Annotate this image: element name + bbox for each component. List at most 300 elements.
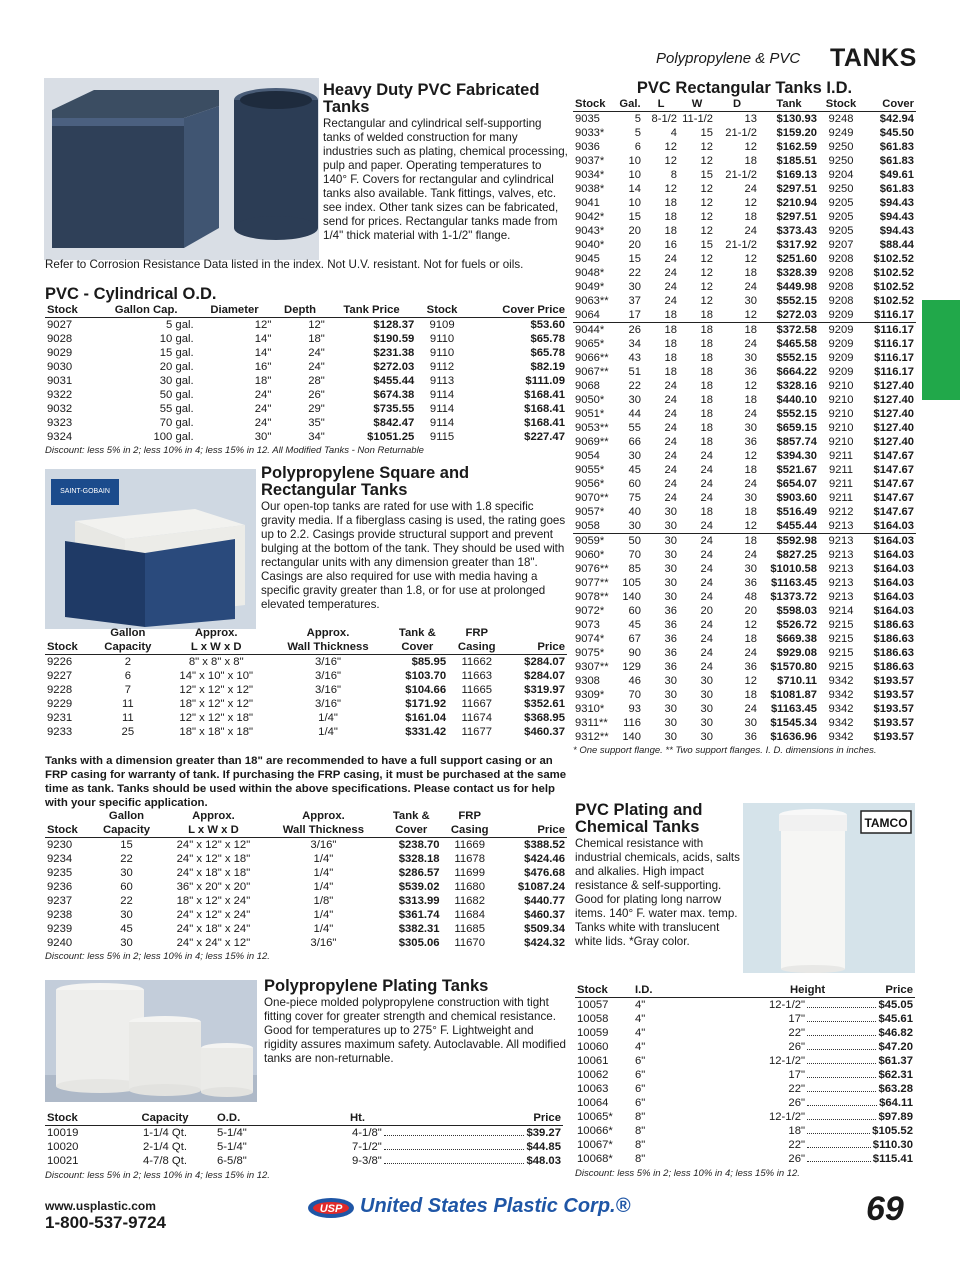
table-cell: 12-1/2" xyxy=(768,999,805,1011)
col-header: Capacity xyxy=(93,640,163,655)
table-cell: 9231 xyxy=(47,712,73,724)
table-cell: 140 xyxy=(622,731,641,743)
table-cell: 11 xyxy=(121,712,134,724)
table-cell: $44.85 xyxy=(526,1141,561,1153)
table-cell: $313.99 xyxy=(398,895,440,907)
table-cell: $102.52 xyxy=(873,267,914,279)
table-cell: 30 xyxy=(744,352,757,364)
table-cell: 40 xyxy=(628,506,641,518)
table-cell: $102.52 xyxy=(873,253,914,265)
table-cell: $164.03 xyxy=(873,549,914,561)
table-cell: 21-1/2 xyxy=(725,127,757,139)
pvc-plating-table xyxy=(575,983,915,1166)
table-cell: 8" xyxy=(635,1111,646,1123)
table-cell: $659.15 xyxy=(776,422,817,434)
table-cell: 18 xyxy=(664,366,677,378)
table-cell: $127.40 xyxy=(873,408,914,420)
table-cell: 24 xyxy=(700,591,713,603)
table-cell: 18" x 12" x 24" xyxy=(176,895,251,907)
table-cell: 10060 xyxy=(577,1041,609,1053)
table-cell: 9307** xyxy=(575,661,609,673)
table-cell: 10061 xyxy=(577,1055,609,1067)
table-cell: $669.38 xyxy=(776,633,817,645)
pp-plating-photo xyxy=(45,980,257,1102)
table-cell: 9060* xyxy=(575,549,605,561)
table-cell: $465.58 xyxy=(776,338,817,350)
table-cell: 12 xyxy=(744,380,757,392)
table-cell: 13 xyxy=(744,113,757,125)
table-cell: 7-1/2" xyxy=(352,1141,382,1153)
table-row xyxy=(573,618,916,632)
table-cell: 12 xyxy=(664,141,677,153)
table-cell: 11663 xyxy=(461,670,493,682)
col-header xyxy=(45,626,93,640)
table-cell: $272.03 xyxy=(373,361,415,373)
table-cell: $1051.25 xyxy=(367,431,415,443)
table-cell: 9029 xyxy=(47,347,73,359)
pvc-plating-description: Chemical resistance with industrial chemicals, acids, salts and alkalies. High impact resistance & self-supporting. Good for plating long narrow items. 140° F. water max. temp. Tanks white with translucent white lids. *Gray color. xyxy=(575,837,740,948)
table-cell: 36 xyxy=(744,366,757,378)
table-cell: 20 gal. xyxy=(159,361,194,373)
table-cell: 1/4" xyxy=(318,726,338,738)
table-cell: $82.19 xyxy=(530,361,565,373)
col-header: Height xyxy=(790,984,826,996)
table-cell: $168.41 xyxy=(524,417,565,429)
table-cell: 50 gal. xyxy=(159,389,194,401)
table-cell: 9051* xyxy=(575,408,605,420)
table-cell: 4 xyxy=(670,127,677,139)
table-row xyxy=(573,252,916,266)
col-header: Stock xyxy=(45,303,97,318)
col-header: FRP xyxy=(465,627,489,639)
table-cell: $164.03 xyxy=(863,519,916,534)
table-cell: 24 xyxy=(700,478,713,490)
col-header: Tank & xyxy=(398,627,436,639)
table-cell: 9210 xyxy=(828,394,854,406)
table-cell: 24 xyxy=(664,281,677,293)
table-cell: $39.27 xyxy=(526,1127,561,1139)
table-cell: $842.47 xyxy=(373,417,415,429)
table-cell: $319.97 xyxy=(524,684,565,696)
table-cell: $64.11 xyxy=(879,1097,913,1109)
phone-number: 1-800-537-9724 xyxy=(45,1213,166,1232)
table-cell: 51 xyxy=(628,366,641,378)
table-cell: 12 xyxy=(700,225,713,237)
table-cell: 9209 xyxy=(828,352,854,364)
col-header: Gal. xyxy=(617,97,643,112)
table-cell: $388.52 xyxy=(524,839,565,851)
table-cell: $592.98 xyxy=(776,535,817,547)
table-cell: 24 xyxy=(744,338,757,350)
table-cell: 1/4" xyxy=(313,853,334,865)
table-cell: $284.07 xyxy=(524,670,565,682)
table-row xyxy=(573,674,916,688)
table-cell: 24 xyxy=(664,394,677,406)
table-row xyxy=(573,323,916,338)
table-cell: 30 xyxy=(628,450,641,462)
table-cell: 8 xyxy=(670,169,677,181)
table-cell: 10062 xyxy=(577,1069,609,1081)
table-cell: 9057* xyxy=(575,506,605,518)
table-cell: $238.70 xyxy=(398,839,440,851)
table-cell-group xyxy=(693,1152,915,1166)
table-cell: 18" x 12" x 12" xyxy=(179,698,253,710)
table-cell: $193.57 xyxy=(873,717,914,729)
table-cell: 11-1/2 xyxy=(682,113,713,125)
table-cell: 70 xyxy=(628,549,641,561)
table-cell: $88.44 xyxy=(879,239,914,251)
table-cell: $449.98 xyxy=(776,281,817,293)
table-cell: 9064 xyxy=(573,308,617,323)
table-cell: $328.18 xyxy=(398,853,440,865)
table-row xyxy=(45,1140,563,1154)
table-cell: $929.08 xyxy=(776,647,817,659)
table-cell: 9215 xyxy=(828,633,854,645)
table-cell: 9074* xyxy=(575,633,605,645)
table-row xyxy=(573,140,916,154)
table-cell: 10065* xyxy=(577,1111,613,1123)
table-cell: 9233 xyxy=(47,726,73,738)
col-header: Tank Price xyxy=(327,303,416,318)
pp-square-title: Polypropylene Square and Rectangular Tanks xyxy=(261,464,470,499)
table-cell: $42.94 xyxy=(879,113,914,125)
table-cell: 18 xyxy=(664,324,677,336)
table-cell: 14 xyxy=(628,183,641,195)
table-cell: 11680 xyxy=(454,881,485,893)
table-cell: 11682 xyxy=(454,895,485,907)
table-cell: 12 xyxy=(700,295,713,307)
table-cell-group xyxy=(693,998,915,1013)
table-cell: $394.30 xyxy=(776,450,817,462)
table-cell: 6" xyxy=(635,1069,646,1081)
table-cell: 10021 xyxy=(47,1155,79,1167)
table-row xyxy=(573,463,916,477)
table-cell: 18 xyxy=(744,633,757,645)
table-cell: 9308 xyxy=(575,675,600,687)
table-cell: $171.92 xyxy=(405,698,447,710)
table-row xyxy=(575,1138,915,1152)
table-cell-group xyxy=(693,1110,915,1124)
table-row xyxy=(575,1152,915,1166)
table-cell: 24 xyxy=(700,633,713,645)
table-cell-group xyxy=(693,1040,915,1054)
pvc-plating-title: PVC Plating and Chemical Tanks xyxy=(575,801,703,836)
col-header: Approx. xyxy=(192,810,235,822)
table-cell: $48.03 xyxy=(526,1155,561,1167)
table-cell: 9211 xyxy=(828,464,854,476)
table-cell: 9212 xyxy=(828,506,854,518)
frp-warning: Tanks with a dimension greater than 18" are recommended to have a full support casing or an FRP casing for warranty of tank. If purchasing the FRP casing, it must be purchased at the same time as tank. Tanks should be used within the above specifications. Please contact us for help with your specific application. xyxy=(45,755,567,809)
pp-plating-discount-note: Discount: less 5% in 2; less 10% in 4; less 15% in 12. xyxy=(45,1170,270,1181)
table-cell: $526.72 xyxy=(776,619,817,631)
table-cell: $382.31 xyxy=(398,923,440,935)
table-cell: 10020 xyxy=(47,1141,79,1153)
website-url[interactable]: www.usplastic.com xyxy=(45,1199,156,1213)
table-cell: 30 xyxy=(628,281,641,293)
table-cell: 12 xyxy=(700,253,713,265)
table-cell: 9036 xyxy=(575,141,600,153)
table-cell: $372.58 xyxy=(776,324,817,336)
table-cell: $61.37 xyxy=(878,1055,913,1067)
table-row xyxy=(45,866,567,880)
table-cell: 12 xyxy=(744,253,757,265)
table-cell: 9114 xyxy=(429,417,455,429)
table-cell: 9215 xyxy=(828,661,854,673)
table-row xyxy=(573,688,916,702)
cylindrical-table xyxy=(45,303,567,444)
table-cell: $1545.34 xyxy=(770,717,817,729)
table-cell: 5 gal. xyxy=(166,319,194,331)
table-row xyxy=(573,168,916,182)
table-row xyxy=(573,126,916,140)
table-cell: 9205 xyxy=(828,225,854,237)
usp-logo-icon xyxy=(307,1197,355,1219)
table-row xyxy=(573,379,916,393)
table-cell: 18 xyxy=(744,535,757,547)
table-cell: 10057 xyxy=(577,999,609,1011)
table-cell: 10 xyxy=(628,197,641,209)
cylindrical-title: PVC - Cylindrical O.D. xyxy=(45,285,217,303)
table-cell: 12 xyxy=(744,675,757,687)
col-header: Tank xyxy=(759,97,819,112)
table-cell: 9068 xyxy=(575,380,600,392)
table-cell: $164.03 xyxy=(873,591,914,603)
table-cell: 9110 xyxy=(429,333,455,345)
table-cell: 6 xyxy=(124,670,131,682)
table-cell: 3/16" xyxy=(315,698,342,710)
table-cell: 30" xyxy=(254,431,272,443)
table-cell: $186.63 xyxy=(873,633,914,645)
col-header: Stock xyxy=(573,97,617,112)
col-header: Depth xyxy=(273,303,326,318)
table-cell: 34" xyxy=(308,431,325,443)
col-header: Diameter xyxy=(196,303,274,318)
table-cell: $147.67 xyxy=(873,506,914,518)
table-cell: 9324 xyxy=(47,431,73,443)
table-row xyxy=(45,360,567,374)
col-header: Price xyxy=(498,823,567,838)
table-cell: $102.52 xyxy=(873,295,914,307)
table-cell: 9209 xyxy=(828,366,854,378)
table-cell: 22" xyxy=(788,1027,805,1039)
section-subtitle: Polypropylene & PVC xyxy=(656,50,801,67)
table-cell: 9040* xyxy=(575,239,605,251)
table-cell: 24 xyxy=(700,661,713,673)
table-cell: 9210 xyxy=(828,422,854,434)
table-cell: 30 xyxy=(664,675,677,687)
table-cell: 9035 xyxy=(575,113,600,125)
col-header: Gallon Cap. xyxy=(97,303,196,318)
table-cell: 9041 xyxy=(575,197,600,209)
col-header: Price xyxy=(885,984,913,996)
table-cell: 2-1/4 Qt. xyxy=(143,1141,187,1153)
table-cell: $552.15 xyxy=(776,295,817,307)
table-cell: 9228 xyxy=(47,684,73,696)
table-cell: $128.37 xyxy=(373,319,415,331)
table-cell: $103.70 xyxy=(405,670,447,682)
table-cell: 30 xyxy=(664,506,677,518)
table-cell: 8-1/2 xyxy=(651,113,677,125)
table-cell: 26" xyxy=(788,1041,805,1053)
table-cell: 48 xyxy=(744,591,757,603)
table-cell: $110.30 xyxy=(872,1139,913,1151)
table-cell: 9209 xyxy=(819,308,863,323)
table-cell: 9229 xyxy=(47,698,73,710)
table-cell: $186.63 xyxy=(873,647,914,659)
table-cell: 9043* xyxy=(575,225,605,237)
heavy-duty-title: Heavy Duty PVC Fabricated Tanks xyxy=(323,81,540,116)
table-cell: 11674 xyxy=(461,712,493,724)
table-cell: 9069** xyxy=(575,436,609,448)
table-row xyxy=(575,1068,915,1082)
table-cell: 30 xyxy=(744,295,757,307)
table-cell: 18 xyxy=(744,394,757,406)
table-cell: 26" xyxy=(788,1097,805,1109)
table-cell: 34 xyxy=(628,338,641,350)
table-cell: $361.74 xyxy=(398,909,440,921)
table-cell: $440.10 xyxy=(776,394,817,406)
table-cell: 24" xyxy=(254,389,272,401)
table-row xyxy=(573,491,916,505)
table-cell: 24" x 12" x 12" xyxy=(176,839,251,851)
table-cell: 30 xyxy=(664,717,677,729)
tamco-photo xyxy=(743,803,915,973)
table-cell: 9208 xyxy=(828,253,854,265)
table-cell: 36 xyxy=(664,605,677,617)
pp-plating-table xyxy=(45,1111,563,1168)
table-cell: $598.03 xyxy=(776,605,817,617)
table-cell: $539.02 xyxy=(398,881,440,893)
table-cell: $521.67 xyxy=(776,464,817,476)
table-cell: 24" x 12" x 24" xyxy=(176,909,251,921)
table-cell: 21-1/2 xyxy=(725,239,757,251)
table-cell: $94.43 xyxy=(879,211,914,223)
table-cell: 11662 xyxy=(461,656,493,668)
table-cell: 9342 xyxy=(828,731,854,743)
table-cell: 3/16" xyxy=(310,937,337,949)
table-cell: 43 xyxy=(628,352,641,364)
table-row xyxy=(575,1054,915,1068)
table-cell: 9114 xyxy=(429,403,455,415)
table-cell: $105.52 xyxy=(872,1125,913,1137)
dot-leader xyxy=(807,1096,877,1106)
table-cell: 18 xyxy=(700,436,713,448)
table-cell: 24 xyxy=(744,647,757,659)
table-cell: 24 xyxy=(664,408,677,420)
table-cell: 9239 xyxy=(47,923,73,935)
table-cell: 9235 xyxy=(47,867,73,879)
table-cell: 24 xyxy=(664,492,677,504)
table-cell: 11699 xyxy=(454,867,485,879)
table-cell: 36 xyxy=(664,661,677,673)
table-cell: 24" x 24" x 12" xyxy=(176,937,251,949)
table-row xyxy=(573,308,916,323)
table-cell: 24 xyxy=(664,450,677,462)
table-cell: 9045 xyxy=(575,253,600,265)
table-cell: 12 xyxy=(700,141,713,153)
table-cell: $111.09 xyxy=(525,375,565,387)
table-cell: 11670 xyxy=(454,937,485,949)
table-cell: 8" x 8" x 8" xyxy=(188,656,244,668)
table-cell: 11669 xyxy=(454,839,485,851)
table-cell: 18" xyxy=(254,375,272,387)
table-cell: $424.46 xyxy=(524,853,565,865)
table-row xyxy=(573,337,916,351)
col-header: Tank & xyxy=(392,810,430,822)
table-cell: 18 xyxy=(744,689,757,701)
col-header: Stock xyxy=(45,823,92,838)
table-row xyxy=(573,210,916,224)
table-cell: $460.37 xyxy=(524,726,565,738)
table-cell: $94.43 xyxy=(879,197,914,209)
table-cell: $116.17 xyxy=(863,308,916,323)
table-cell: 9230 xyxy=(47,839,73,851)
table-cell: 9027 xyxy=(47,319,73,331)
table-cell: 9215 xyxy=(828,647,854,659)
table-cell: 18 xyxy=(744,324,757,336)
table-cell: 22" xyxy=(788,1083,805,1095)
table-cell: 30 xyxy=(664,703,677,715)
table-cell: $552.15 xyxy=(776,408,817,420)
table-cell: 18 xyxy=(700,394,713,406)
table-cell: $1163.45 xyxy=(770,577,817,589)
table-cell: 30 gal. xyxy=(159,375,194,387)
table-cell: 9112 xyxy=(429,361,455,373)
table-cell: 9249 xyxy=(828,127,854,139)
table-cell: 9055* xyxy=(575,464,605,476)
col-header: Gallon xyxy=(110,627,146,639)
col-header xyxy=(45,809,92,823)
table-cell: $116.17 xyxy=(874,352,914,364)
table-cell: $85.95 xyxy=(411,656,447,668)
table-cell: 1/4" xyxy=(318,712,338,724)
col-header: Approx. xyxy=(306,627,350,639)
table-cell: 9213 xyxy=(819,519,863,534)
table-cell: $1373.72 xyxy=(770,591,817,603)
table-cell: $331.42 xyxy=(405,726,447,738)
table-cell: $193.57 xyxy=(873,703,914,715)
table-cell: $476.68 xyxy=(524,867,565,879)
col-header: Cover xyxy=(381,823,442,838)
table-cell: 9240 xyxy=(47,937,73,949)
table-cell: 36" x 20" x 20" xyxy=(176,881,251,893)
table-cell: 9234 xyxy=(47,853,73,865)
table-cell: $674.38 xyxy=(373,389,415,401)
table-cell: 16" xyxy=(254,361,272,373)
table-row xyxy=(573,154,916,168)
table-cell: 9030 xyxy=(47,361,73,373)
table-cell: 18" xyxy=(788,1125,805,1137)
table-cell: 9210 xyxy=(828,408,854,420)
table-cell: 24 xyxy=(744,225,757,237)
table-cell: $162.59 xyxy=(776,141,817,153)
table-cell: 75 xyxy=(628,492,641,504)
table-cell: 15 xyxy=(700,169,713,181)
table-cell: 24" x 12" x 18" xyxy=(176,853,251,865)
table-row xyxy=(573,435,916,449)
table-cell: 15 xyxy=(628,253,641,265)
table-cell: 18 xyxy=(744,464,757,476)
table-row xyxy=(45,318,567,333)
table-cell: 26" xyxy=(788,1153,805,1165)
table-cell: $424.32 xyxy=(524,937,565,949)
table-cell: 1/4" xyxy=(313,867,334,879)
table-cell: 9236 xyxy=(47,881,73,893)
table-cell: 1/4" xyxy=(313,881,334,893)
table-cell: 5 xyxy=(634,127,641,139)
col-header: Gallon xyxy=(108,810,145,822)
table-cell: 1/4" xyxy=(313,923,334,935)
